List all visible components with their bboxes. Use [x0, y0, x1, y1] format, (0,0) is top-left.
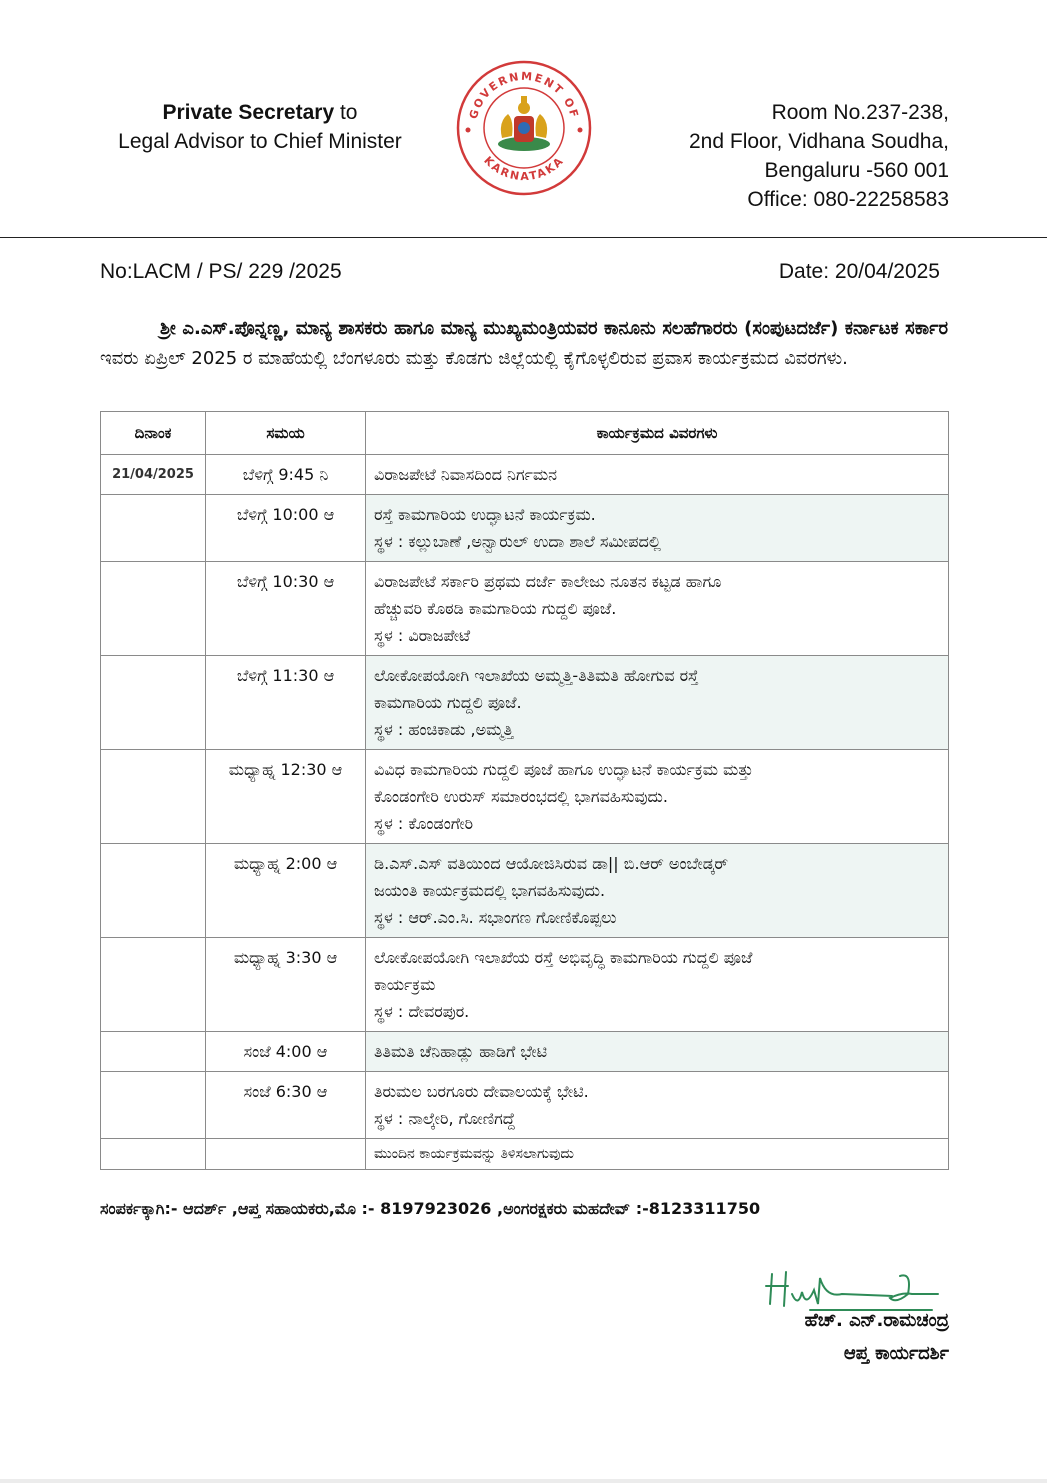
- cell-time: ಮಧ್ಯಾಹ್ನ 2:00 ಆ: [206, 844, 366, 938]
- intro-paragraph: [100, 314, 948, 374]
- cell-time: ಬೆಳಿಗ್ಗೆ 11:30 ಆ: [206, 656, 366, 750]
- sender-subtitle: Legal Advisor to Chief Minister: [118, 130, 402, 153]
- cell-date: [101, 1072, 206, 1139]
- table-row: [101, 656, 949, 750]
- cell-details: [366, 844, 949, 938]
- detail-line: ಜಯಂತಿ ಕಾರ್ಯಕ್ರಮದಲ್ಲಿ ಭಾಗವಹಿಸುವುದು.: [374, 881, 606, 900]
- table-footer-row: [101, 1139, 949, 1170]
- detail-line: ಸ್ಥಳ : ಕೊಂಡಂಗೇರಿ: [374, 814, 474, 833]
- detail-line: ಸ್ಥಳ : ಕಲ್ಲುಬಾಣೆ ,ಅನ್ವಾರುಲ್ ಉದಾ ಶಾಲೆ ಸಮೀಪದಲ್ಲಿ: [374, 532, 661, 551]
- table-row: [101, 562, 949, 656]
- page-bottom-edge: [0, 1479, 1047, 1483]
- cell-time: ಬೆಳಿಗ್ಗೆ 9:45 ನಿ: [206, 455, 366, 495]
- letter-date: Date: 20/04/2025: [778, 260, 940, 283]
- detail-line: ಸ್ಥಳ : ವಿರಾಜಪೇಟೆ: [374, 626, 471, 645]
- detail-line: ತಿರುಮಲ ಬರಗೂರು ದೇವಾಲಯಕ್ಕೆ ಭೇಟಿ.: [374, 1082, 589, 1101]
- detail-line: ಸ್ಥಳ : ನಾಲ್ಕೇರಿ, ಗೋಣಿಗದ್ದೆ: [374, 1109, 516, 1128]
- cell-date: [101, 656, 206, 750]
- cell-empty: [206, 1139, 366, 1170]
- cell-date: 21/04/2025: [101, 455, 206, 495]
- seal-bottom-text: KARNATAKA: [481, 153, 567, 184]
- header-divider: [0, 237, 1047, 238]
- sender-title: Private Secretary: [162, 101, 335, 124]
- office-address: [689, 98, 949, 214]
- signatory-title: ಆಪ್ತ ಕಾರ್ಯದರ್ಶಿ: [843, 1343, 949, 1364]
- cell-time: ಸಂಜೆ 4:00 ಆ: [206, 1032, 366, 1072]
- cell-details: [366, 750, 949, 844]
- table-row: [101, 750, 949, 844]
- cell-time: ಮಧ್ಯಾಹ್ನ 12:30 ಆ: [206, 750, 366, 844]
- sender-block: [60, 98, 460, 156]
- contact-line: ಸಂಪರ್ಕಕ್ಕಾಗಿ:- ಆದರ್ಶ್ ,ಆಪ್ತ ಸಹಾಯಕರು,ಮೊ :- 8197923026 ,ಅಂಗರಕ್ಷಕರು ಮಹದೇವ್ :-8123311750: [100, 1199, 761, 1218]
- detail-line: ತಿತಿಮತಿ ಚೆನಿಹಾಡ್ಲು ಹಾಡಿಗೆ ಭೇಟಿ: [374, 1042, 548, 1061]
- cell-time: ಸಂಜೆ 6:30 ಆ: [206, 1072, 366, 1139]
- reference-number: No:LACM / PS/ 229 /2025: [100, 260, 342, 283]
- detail-line: ವಿರಾಜಪೇಟೆ ಸರ್ಕಾರಿ ಪ್ರಥಮ ದರ್ಜೆ ಕಾಲೇಜು ನೂತನ ಕಟ್ಟಡ ಹಾಗೂ: [374, 572, 722, 591]
- table-row: [101, 455, 949, 495]
- cell-details: [366, 1032, 949, 1072]
- cell-details: [366, 656, 949, 750]
- schedule-table: [100, 411, 949, 1170]
- cell-time: ಬೆಳಿಗ್ಗೆ 10:30 ಆ: [206, 562, 366, 656]
- detail-line: ಹೆಚ್ಚುವರಿ ಕೊಠಡಿ ಕಾಮಗಾರಿಯ ಗುದ್ದಲಿ ಪೂಜೆ.: [374, 599, 617, 618]
- karnataka-seal: [454, 58, 594, 198]
- cell-details: [366, 938, 949, 1032]
- cell-date: [101, 844, 206, 938]
- cell-time: ಮಧ್ಯಾಹ್ನ 3:30 ಆ: [206, 938, 366, 1032]
- detail-line: ಲೋಕೋಪಯೋಗಿ ಇಲಾಖೆಯ ಅಮ್ಮತ್ತಿ-ತಿತಿಮತಿ ಹೋಗುವ ರಸ್ತೆ: [374, 666, 699, 685]
- cell-details: [366, 562, 949, 656]
- cell-details: [366, 1072, 949, 1139]
- footer-note: ಮುಂದಿನ ಕಾರ್ಯಕ್ರಮವನ್ನು ತಿಳಿಸಲಾಗುವುದು: [366, 1139, 949, 1170]
- address-line: Bengaluru -560 001: [764, 159, 949, 182]
- table-header-row: [101, 412, 949, 455]
- cell-date: [101, 495, 206, 562]
- header-date: ದಿನಾಂಕ: [101, 412, 206, 455]
- detail-line: ಕಾರ್ಯಕ್ರಮ: [374, 975, 436, 994]
- cell-empty: [101, 1139, 206, 1170]
- signatory-name: ಹೆಚ್. ಎನ್.ರಾಮಚಂದ್ರ: [804, 1310, 949, 1331]
- detail-line: ವಿರಾಜಪೇಟೆ ನಿವಾಸದಿಂದ ನಿರ್ಗಮನ: [374, 465, 558, 484]
- detail-line: ಡಿ.ಎಸ್.ಎಸ್ ವತಿಯಿಂದ ಆಯೋಜಿಸಿರುವ ಡಾ|| ಬಿ.ಆರ್ ಅಂಬೇಡ್ಕರ್: [374, 854, 729, 873]
- table-row: [101, 938, 949, 1032]
- table-row: [101, 495, 949, 562]
- cell-date: [101, 938, 206, 1032]
- detail-line: ಕೊಂಡಂಗೇರಿ ಉರುಸ್ ಸಮಾರಂಭದಲ್ಲಿ ಭಾಗವಹಿಸುವುದು.: [374, 787, 668, 806]
- detail-line: ಲೋಕೋಪಯೋಗಿ ಇಲಾಖೆಯ ರಸ್ತೆ ಅಭಿವೃದ್ಧಿ ಕಾಮಗಾರಿಯ ಗುದ್ದಲಿ ಪೂಜೆ: [374, 948, 753, 967]
- table-row: [101, 844, 949, 938]
- office-phone: Office: 080-22258583: [747, 188, 949, 211]
- table-row: [101, 1072, 949, 1139]
- sender-title-suffix: to: [334, 101, 358, 124]
- cell-date: [101, 1032, 206, 1072]
- detail-line: ಕಾಮಗಾರಿಯ ಗುದ್ದಲಿ ಪೂಜೆ.: [374, 693, 522, 712]
- detail-line: ವಿವಿಧ ಕಾಮಗಾರಿಯ ಗುದ್ದಲಿ ಪೂಜೆ ಹಾಗೂ ಉದ್ಘಾಟನೆ ಕಾರ್ಯಕ್ರಮ ಮತ್ತು: [374, 760, 754, 779]
- detail-line: ಸ್ಥಳ : ದೇವರಪುರ.: [374, 1002, 470, 1021]
- header-time: ಸಮಯ: [206, 412, 366, 455]
- address-line: 2nd Floor, Vidhana Soudha,: [689, 130, 949, 153]
- cell-details: [366, 455, 949, 495]
- detail-line: ರಸ್ತೆ ಕಾಮಗಾರಿಯ ಉದ್ಘಾಟನೆ ಕಾರ್ಯಕ್ರಮ.: [374, 505, 596, 524]
- table-row: [101, 1032, 949, 1072]
- detail-line: ಸ್ಥಳ : ಹಂಚಿಕಾಡು ,ಅಮ್ಮತ್ತಿ: [374, 720, 514, 739]
- detail-line: ಸ್ಥಳ : ಆರ್.ಎಂ.ಸಿ. ಸಭಾಂಗಣ ಗೋಣಿಕೊಪ್ಪಲು: [374, 908, 617, 927]
- address-line: Room No.237-238,: [771, 101, 949, 124]
- header-details: ಕಾರ್ಯಕ್ರಮದ ವಿವರಗಳು: [366, 412, 949, 455]
- cell-date: [101, 562, 206, 656]
- seal-top-text: GOVERNMENT OF: [466, 69, 582, 121]
- cell-date: [101, 750, 206, 844]
- intro-bold: ಶ್ರೀ ಎ.ಎಸ್.ಪೊನ್ನಣ್ಣ, ಮಾನ್ಯ ಶಾಸಕರು ಹಾಗೂ ಮಾನ್ಯ ಮುಖ್ಯಮಂತ್ರಿಯವರ ಕಾನೂನು ಸಲಹೆಗಾರರು (ಸಂಪುಟದರ್ಜೆ) ಕರ್ನಾಟಕ ಸರ್ಕಾರ: [160, 318, 948, 339]
- intro-rest: ಇವರು ಏಪ್ರಿಲ್ 2025 ರ ಮಾಹೆಯಲ್ಲಿ ಬೆಂಗಳೂರು ಮತ್ತು ಕೊಡಗು ಜಿಲ್ಲೆಯಲ್ಲಿ ಕೈಗೊಳ್ಳಲಿರುವ ಪ್ರವಾಸ ಕಾರ್ಯಕ್ರಮದ ವಿವರಗಳು.: [100, 348, 848, 369]
- cell-details: [366, 495, 949, 562]
- cell-time: ಬೆಳಿಗ್ಗೆ 10:00 ಆ: [206, 495, 366, 562]
